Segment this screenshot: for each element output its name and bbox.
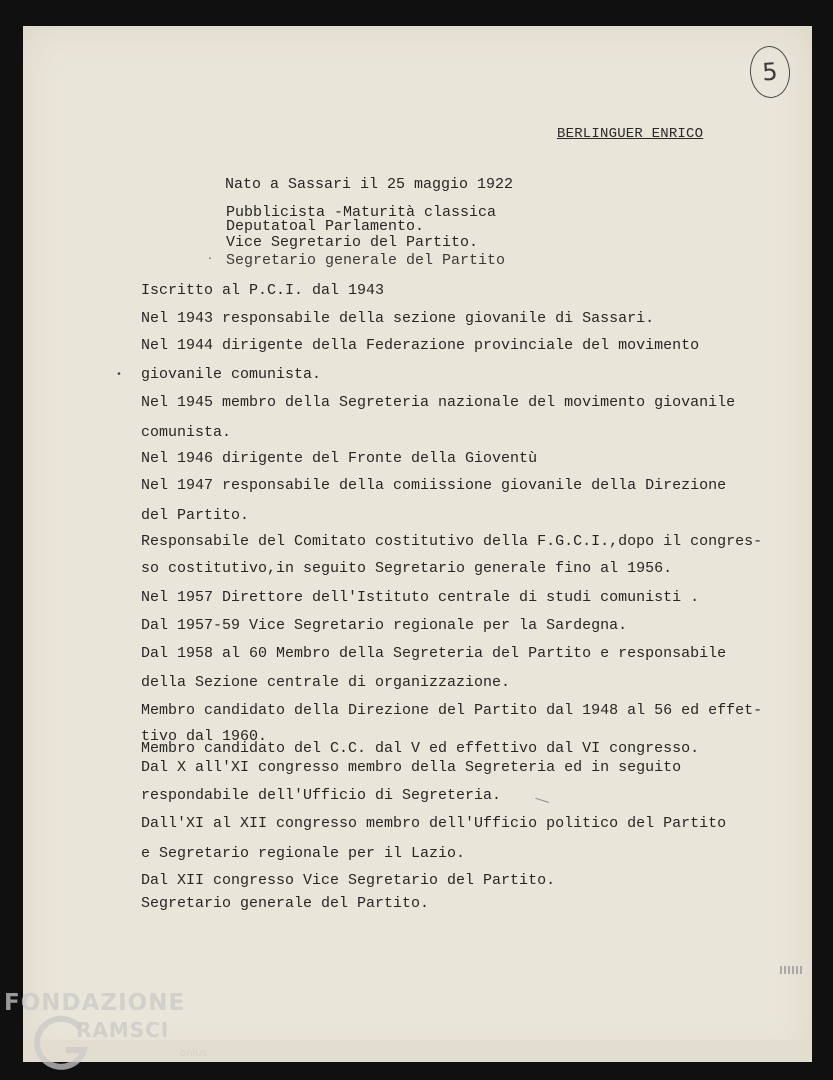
career-line: respondabile dell'Ufficio di Segreteria. [141, 787, 502, 804]
watermark-line-3: onlus [180, 1048, 207, 1059]
career-line: Membro candidato del C.C. dal V ed effettivo dal VI congresso. [141, 740, 700, 757]
bio-line: Nato a Sassari il 25 maggio 1922 [225, 176, 514, 193]
bio-line: Pubblicista -Maturità classica [226, 204, 497, 221]
career-line: Dal XII congresso Vice Segretario del Partito. [141, 872, 556, 889]
bio-line: Vice Segretario del Partito. [226, 234, 479, 251]
career-line: Membro candidato della Direzione del Partito dal 1948 al 56 ed effet- [141, 702, 763, 719]
career-line: e Segretario regionale per il Lazio. [141, 845, 466, 862]
career-line: Segretario generale del Partito. [141, 895, 430, 912]
career-line: Nel 1946 dirigente del Fronte della Gioventù [141, 450, 538, 467]
margin-dot: · [207, 254, 214, 265]
career-line: della Sezione centrale di organizzazione. [141, 674, 511, 691]
career-line: Nel 1944 dirigente della Federazione provinciale del movimento [141, 337, 700, 354]
career-line: Dall'XI al XII congresso membro dell'Ufficio politico del Partito [141, 815, 727, 832]
career-line: Responsabile del Comitato costitutivo della F.G.C.I.,dopo il congres- [141, 533, 763, 550]
career-line: so costitutivo,in seguito Segretario generale fino al 1956. [141, 560, 673, 577]
archive-stamp [780, 966, 802, 974]
career-line: Nel 1957 Direttore dell'Istituto centrale di studi comunisti . [141, 589, 700, 606]
margin-dot: • [116, 370, 123, 381]
career-line: Iscritto al P.C.I. dal 1943 [141, 282, 385, 299]
career-line: Dal 1958 al 60 Membro della Segreteria del Partito e responsabile [141, 645, 727, 662]
fondazione-gramsci-watermark [4, 990, 207, 1076]
career-line: comunista. [141, 424, 232, 441]
document-heading: BERLINGUER ENRICO [557, 126, 704, 142]
career-line: giovanile comunista. [141, 366, 322, 383]
watermark-line-1: FONDAZIONE [4, 990, 186, 1016]
bio-line: Deputatoal Parlamento. [226, 218, 425, 235]
career-line: Nel 1945 membro della Segreteria nazionale del movimento giovanile [141, 394, 736, 411]
career-line: Dal X all'XI congresso membro della Segreteria ed in seguito [141, 759, 682, 776]
career-line: Nel 1947 responsabile della comiissione giovanile della Direzione [141, 477, 727, 494]
watermark-line-2: RAMSCI [76, 1018, 170, 1042]
career-line: Dal 1957-59 Vice Segretario regionale per la Sardegna. [141, 617, 628, 634]
career-line: del Partito. [141, 507, 250, 524]
career-line: Nel 1943 responsabile della sezione giovanile di Sassari. [141, 310, 655, 327]
career-line: tivo dal 1960. [141, 728, 268, 745]
page-number-annotation: 5 [748, 45, 792, 100]
bio-line: Segretario generale del Partito [226, 252, 506, 269]
